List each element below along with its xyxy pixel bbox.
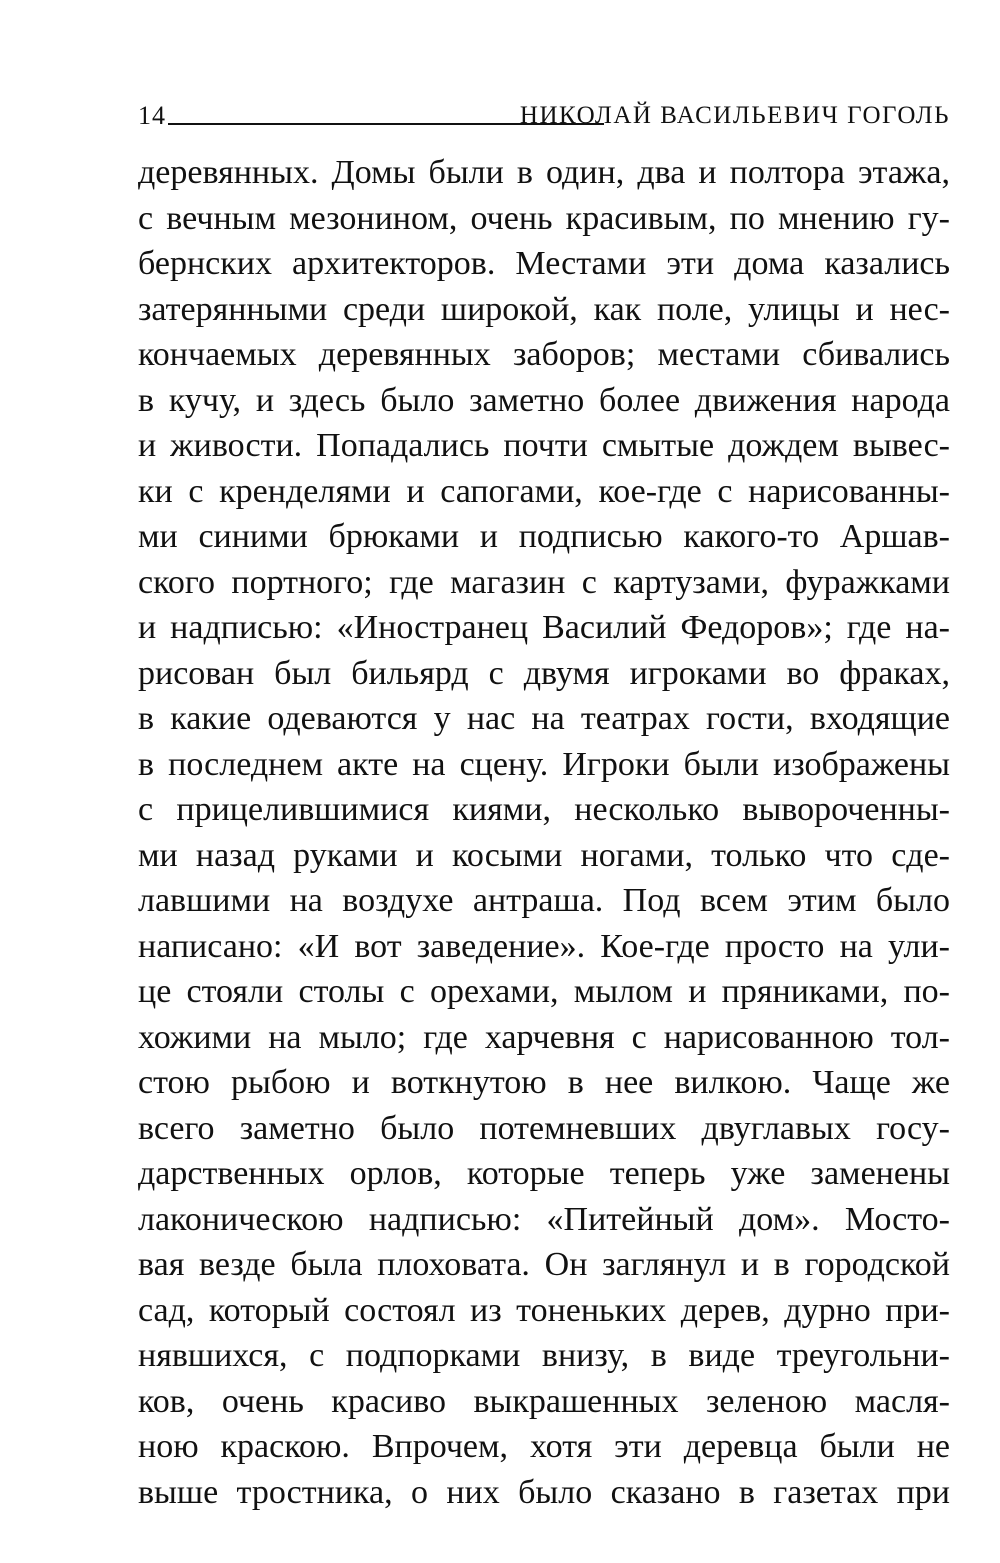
body-text — [138, 150, 950, 1515]
text-line: написано: «И вот заведение». Кое-где просто на ули- — [138, 927, 950, 965]
text-line: вая везде была плоховата. Он заглянул и в городской — [138, 1246, 950, 1283]
text-line: затерянными среди широкой, как поле, улицы и нес- — [138, 290, 950, 328]
text-line: выше тростника, о них было сказано в газетах при — [138, 1473, 950, 1511]
text-line: ми синими брюками и подписью какого-то Аршав- — [138, 518, 950, 555]
text-line: ки с кренделями и сапогами, кое-где с нарисованны- — [138, 472, 950, 510]
text-line: и живости. Попадались почти смытые дождем вывес- — [138, 427, 950, 464]
text-line: рисован был бильярд с двумя игроками во фраках, — [138, 654, 950, 692]
text-line: с вечным мезонином, очень красивым, по мнению гу- — [138, 199, 950, 237]
text-line: сад, который состоял из тоненьких дерев, дурно при- — [138, 1291, 950, 1329]
text-line: бернских архитекторов. Местами эти дома казались — [138, 245, 950, 282]
text-line: лаконическою надписью: «Питейный дом». Мосто- — [138, 1200, 950, 1238]
text-line: ми назад руками и косыми ногами, только что сде- — [138, 836, 950, 874]
text-line: ков, очень красиво выкрашенных зеленою масля- — [138, 1382, 950, 1420]
text-line: стою рыбою и воткнутою в нее вилкою. Чаще же — [138, 1064, 950, 1101]
running-header — [138, 96, 950, 136]
text-line: ского портного; где магазин с картузами, фуражками — [138, 563, 950, 601]
text-line: хожими на мыло; где харчевня с нарисованною тол- — [138, 1018, 950, 1056]
text-line: в какие одеваются у нас на театрах гости, входящие — [138, 700, 950, 737]
text-line: деревянных. Домы были в один, два и полтора этажа, — [138, 154, 950, 191]
text-line: в последнем акте на сцену. Игроки были изображены — [138, 745, 950, 783]
text-line: в кучу, и здесь было заметно более движения народа — [138, 381, 950, 419]
text-line: ною краскою. Впрочем, хотя эти деревца были не — [138, 1428, 950, 1465]
running-title: НИКОЛАЙ ВАСИЛЬЕВИЧ ГОГОЛЬ — [519, 102, 950, 129]
text-line: всего заметно было потемневших двуглавых госу- — [138, 1109, 950, 1147]
text-line: и надписью: «Иностранец Василий Федоров»; где на- — [138, 609, 950, 646]
text-line: нявшихся, с подпорками внизу, в виде треугольни- — [138, 1337, 950, 1374]
text-line: кончаемых деревянных заборов; местами сбивались — [138, 336, 950, 373]
text-line: це стояли столы с орехами, мылом и пряниками, по- — [138, 973, 950, 1010]
text-line: с прицелившимися киями, несколько вывороченны- — [138, 791, 950, 828]
text-line: дарственных орлов, которые теперь уже заменены — [138, 1155, 950, 1192]
page-number: 14 — [138, 101, 166, 130]
text-line: лавшими на воздухе антраша. Под всем этим было — [138, 882, 950, 919]
